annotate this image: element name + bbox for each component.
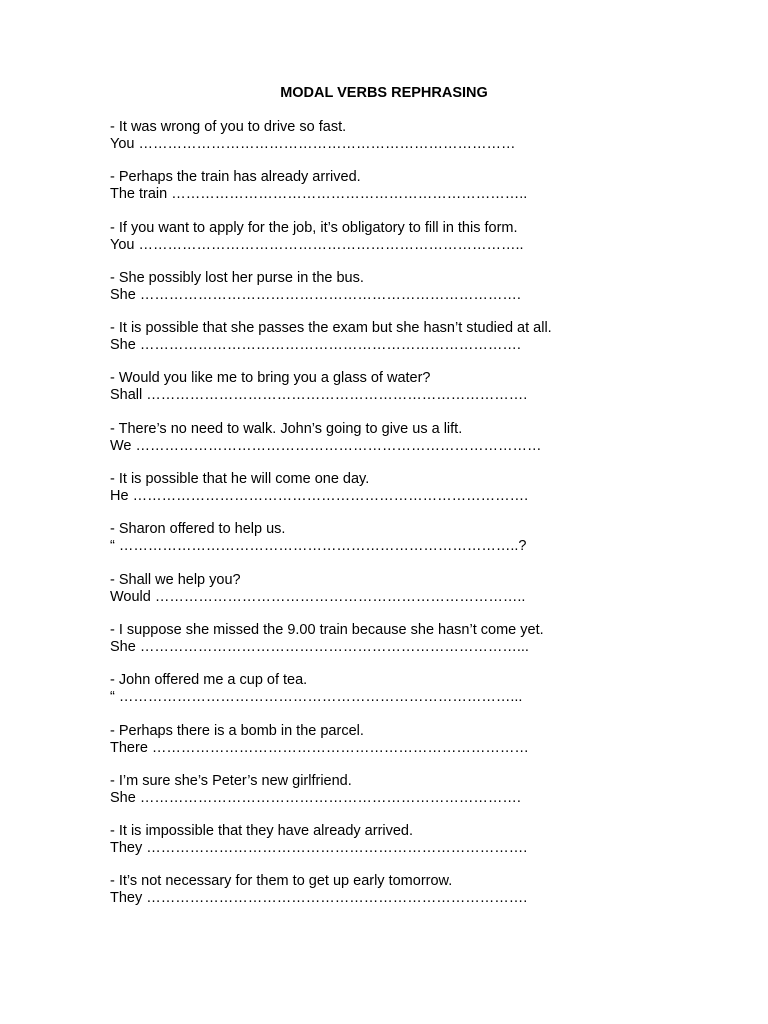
answer-line: She ……………………………………………………………………... (110, 638, 529, 655)
exercise-prompt: - It is impossible that they have already arrived. (110, 823, 414, 840)
exercise-item-2 (110, 169, 710, 219)
exercise-item-1 (110, 119, 710, 169)
exercise-prompt: - I’m sure she’s Peter’s new girlfriend. (110, 772, 352, 789)
exercise-item-7 (110, 421, 710, 471)
answer-line: You …………………………………………………………………….. (110, 236, 524, 253)
exercise-prompt: - Sharon offered to help us. (110, 521, 286, 538)
exercise-prompt: - Shall we help you? (110, 571, 241, 588)
exercise-item-16 (110, 873, 710, 923)
exercise-prompt: - Perhaps the train has already arrived. (110, 169, 361, 186)
exercise-item-15 (110, 823, 710, 873)
exercise-prompt: - There’s no need to walk. John’s going to give us a lift. (110, 420, 463, 437)
answer-line: There …………………………………………………………………… (110, 739, 529, 756)
exercise-prompt: - It was wrong of you to drive so fast. (110, 119, 347, 135)
exercise-item-3 (110, 220, 710, 270)
answer-line: We ………………………………………………………………………… (110, 437, 542, 454)
answer-line: They ……………………………………………………………………. (110, 840, 528, 857)
exercise-prompt: - Perhaps there is a bomb in the parcel. (110, 722, 364, 739)
exercise-item-11 (110, 622, 710, 672)
answer-line: You …………………………………………………………………… (110, 136, 516, 152)
exercise-prompt: - It is possible that he will come one day. (110, 471, 370, 488)
exercise-item-12 (110, 672, 710, 722)
exercise-prompt: - It’s not necessary for them to get up early tomorrow. (110, 873, 453, 890)
exercise-item-4 (110, 270, 710, 320)
exercise-item-13 (110, 723, 710, 773)
exercise-item-5 (110, 320, 710, 370)
exercise-item-14 (110, 773, 710, 823)
exercise-prompt: - Would you like me to bring you a glass of water? (110, 370, 431, 387)
answer-line: She ……………………………………………………………………. (110, 337, 521, 354)
exercise-prompt: - She possibly lost her purse in the bus. (110, 269, 364, 286)
answer-line: She ……………………………………………………………………. (110, 789, 521, 806)
exercise-item-8 (110, 471, 710, 521)
answer-line: Would ………………………………………………………………….. (110, 588, 526, 605)
answer-line: “ ………………………………………………………………………... (110, 689, 523, 706)
answer-line: She ……………………………………………………………………. (110, 286, 521, 303)
exercise-item-10 (110, 572, 710, 622)
exercise-prompt: - If you want to apply for the job, it’s obligatory to fill in this form. (110, 219, 518, 236)
answer-line: Shall ……………………………………………………………………. (110, 387, 528, 404)
answer-line: The train ……………………………………………………………….. (110, 186, 528, 203)
page-title: MODAL VERBS REPHRASING (280, 85, 488, 101)
answer-line: They ……………………………………………………………………. (110, 890, 528, 907)
exercise-prompt: - John offered me a cup of tea. (110, 672, 308, 689)
exercise-item-9 (110, 521, 710, 571)
exercise-prompt: - I suppose she missed the 9.00 train because she hasn’t come yet. (110, 621, 544, 638)
exercise-prompt: - It is possible that she passes the exam but she hasn’t studied at all. (110, 320, 552, 337)
exercise-item-6 (110, 370, 710, 420)
exercise-list (110, 119, 710, 924)
answer-line: He ………………………………………………………………………. (110, 488, 529, 505)
answer-line: “ ………………………………………………………………………..? (110, 538, 527, 555)
